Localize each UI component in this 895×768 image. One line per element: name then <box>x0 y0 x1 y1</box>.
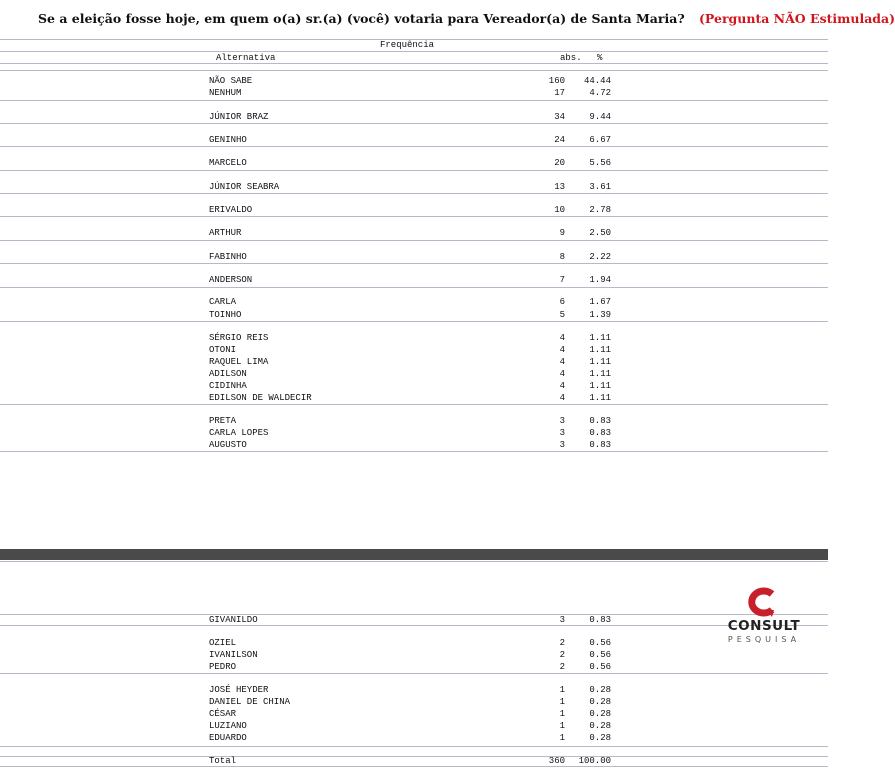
consult-logo <box>718 588 810 648</box>
row-abs: 10 <box>554 205 565 215</box>
row-name: AUGUSTO <box>209 440 247 450</box>
row-pct: 0.83 <box>589 615 611 625</box>
row-pct: 1.11 <box>589 369 611 379</box>
header-abs: abs. <box>560 53 582 63</box>
divider <box>0 51 828 52</box>
row-abs: 7 <box>559 275 565 285</box>
row-name: PEDRO <box>209 662 237 672</box>
row-pct: 0.28 <box>589 685 611 695</box>
divider <box>0 756 828 757</box>
row-name: LUZIANO <box>209 721 247 731</box>
row-name: EDILSON DE WALDECIR <box>209 393 312 403</box>
row-name: GENINHO <box>209 135 247 145</box>
row-abs: 4 <box>559 345 565 355</box>
row-pct: 0.56 <box>589 662 611 672</box>
row-abs: 3 <box>559 428 565 438</box>
row-pct: 1.11 <box>589 357 611 367</box>
divider <box>0 240 828 241</box>
row-pct: 0.28 <box>589 709 611 719</box>
row-pct: 2.78 <box>589 205 611 215</box>
row-abs: 160 <box>548 76 565 86</box>
divider <box>0 404 828 405</box>
divider <box>0 451 828 452</box>
logo-subtitle: PESQUISA <box>727 635 801 644</box>
row-name: GIVANILDO <box>209 615 258 625</box>
row-abs: 24 <box>554 135 565 145</box>
row-name: CIDINHA <box>209 381 247 391</box>
row-name: JOSÉ HEYDER <box>209 685 269 695</box>
logo-brand: CONSULT <box>727 618 801 634</box>
divider <box>0 63 828 64</box>
row-name: JÚNIOR BRAZ <box>209 112 269 122</box>
divider <box>0 146 828 147</box>
divider <box>0 746 828 747</box>
row-name: ERIVALDO <box>209 205 253 215</box>
divider <box>0 625 828 626</box>
row-pct: 1.39 <box>589 310 611 320</box>
divider <box>0 100 828 101</box>
divider <box>0 287 828 288</box>
row-pct: 100.00 <box>578 756 611 766</box>
divider <box>0 561 828 562</box>
row-abs: 2 <box>559 650 565 660</box>
row-pct: 44.44 <box>583 76 611 86</box>
row-abs: 2 <box>559 638 565 648</box>
divider <box>0 216 828 217</box>
row-pct: 1.11 <box>589 333 611 343</box>
divider <box>0 70 828 71</box>
row-pct: 2.50 <box>589 228 611 238</box>
divider <box>0 170 828 171</box>
row-name: OZIEL <box>209 638 237 648</box>
row-pct: 4.72 <box>589 88 611 98</box>
row-name: NÃO SABE <box>209 76 253 86</box>
divider <box>0 673 828 674</box>
row-name: NENHUM <box>209 88 242 98</box>
row-name: SÉRGIO REIS <box>209 333 269 343</box>
row-abs: 3 <box>559 440 565 450</box>
row-abs: 1 <box>559 733 565 743</box>
question-text: Se a eleição fosse hoje, em quem o(a) sr.(a) (você) votaria para Vereador(a) de Santa Maria? <box>38 11 685 26</box>
row-abs: 9 <box>559 228 565 238</box>
row-abs: 8 <box>559 252 565 262</box>
row-abs: 3 <box>559 416 565 426</box>
row-abs: 3 <box>559 615 565 625</box>
row-name: TOINHO <box>209 310 242 320</box>
row-pct: 0.83 <box>589 440 611 450</box>
row-name: ARTHUR <box>209 228 242 238</box>
row-name: MARCELO <box>209 158 247 168</box>
row-abs: 4 <box>559 369 565 379</box>
divider <box>0 614 828 615</box>
question-note: (Pergunta NÃO Estimulada) <box>699 11 895 26</box>
header-frequencia: Frequência <box>380 40 435 50</box>
row-name: CÉSAR <box>209 709 237 719</box>
row-abs: 360 <box>548 756 565 766</box>
row-name: DANIEL DE CHINA <box>209 697 291 707</box>
row-name: RAQUEL LIMA <box>209 357 269 367</box>
row-abs: 4 <box>559 393 565 403</box>
row-abs: 1 <box>559 685 565 695</box>
row-pct: 0.28 <box>589 721 611 731</box>
row-abs: 4 <box>559 357 565 367</box>
divider <box>0 321 828 322</box>
consult-logo-icon <box>746 588 782 618</box>
row-pct: 0.83 <box>589 428 611 438</box>
row-abs: 4 <box>559 381 565 391</box>
row-pct: 1.11 <box>589 345 611 355</box>
row-name: ANDERSON <box>209 275 253 285</box>
row-name: IVANILSON <box>209 650 258 660</box>
row-name: EDUARDO <box>209 733 247 743</box>
row-name: CARLA <box>209 297 237 307</box>
row-pct: 1.11 <box>589 393 611 403</box>
row-pct: 3.61 <box>589 182 611 192</box>
row-pct: 0.56 <box>589 638 611 648</box>
row-abs: 1 <box>559 709 565 719</box>
row-abs: 17 <box>554 88 565 98</box>
row-abs: 34 <box>554 112 565 122</box>
divider <box>0 766 828 767</box>
row-abs: 13 <box>554 182 565 192</box>
row-name: PRETA <box>209 416 237 426</box>
row-abs: 4 <box>559 333 565 343</box>
row-name: CARLA LOPES <box>209 428 269 438</box>
row-pct: 9.44 <box>589 112 611 122</box>
row-pct: 1.11 <box>589 381 611 391</box>
header-alternativa: Alternativa <box>216 53 276 63</box>
row-pct: 0.83 <box>589 416 611 426</box>
page-title <box>38 11 895 26</box>
row-abs: 1 <box>559 721 565 731</box>
divider <box>0 123 828 124</box>
row-pct: 2.22 <box>589 252 611 262</box>
header-pct: % <box>597 53 603 63</box>
row-pct: 1.67 <box>589 297 611 307</box>
page-break <box>0 549 828 560</box>
row-name: JÚNIOR SEABRA <box>209 182 280 192</box>
row-name: ADILSON <box>209 369 247 379</box>
row-pct: 0.56 <box>589 650 611 660</box>
divider <box>0 193 828 194</box>
row-pct: 0.28 <box>589 697 611 707</box>
row-abs: 6 <box>559 297 565 307</box>
row-abs: 20 <box>554 158 565 168</box>
row-abs: 1 <box>559 697 565 707</box>
row-name: FABINHO <box>209 252 247 262</box>
row-abs: 2 <box>559 662 565 672</box>
row-name: Total <box>209 756 237 766</box>
row-pct: 6.67 <box>589 135 611 145</box>
row-pct: 0.28 <box>589 733 611 743</box>
row-pct: 5.56 <box>589 158 611 168</box>
row-pct: 1.94 <box>589 275 611 285</box>
row-name: OTONI <box>209 345 237 355</box>
row-abs: 5 <box>559 310 565 320</box>
divider <box>0 263 828 264</box>
